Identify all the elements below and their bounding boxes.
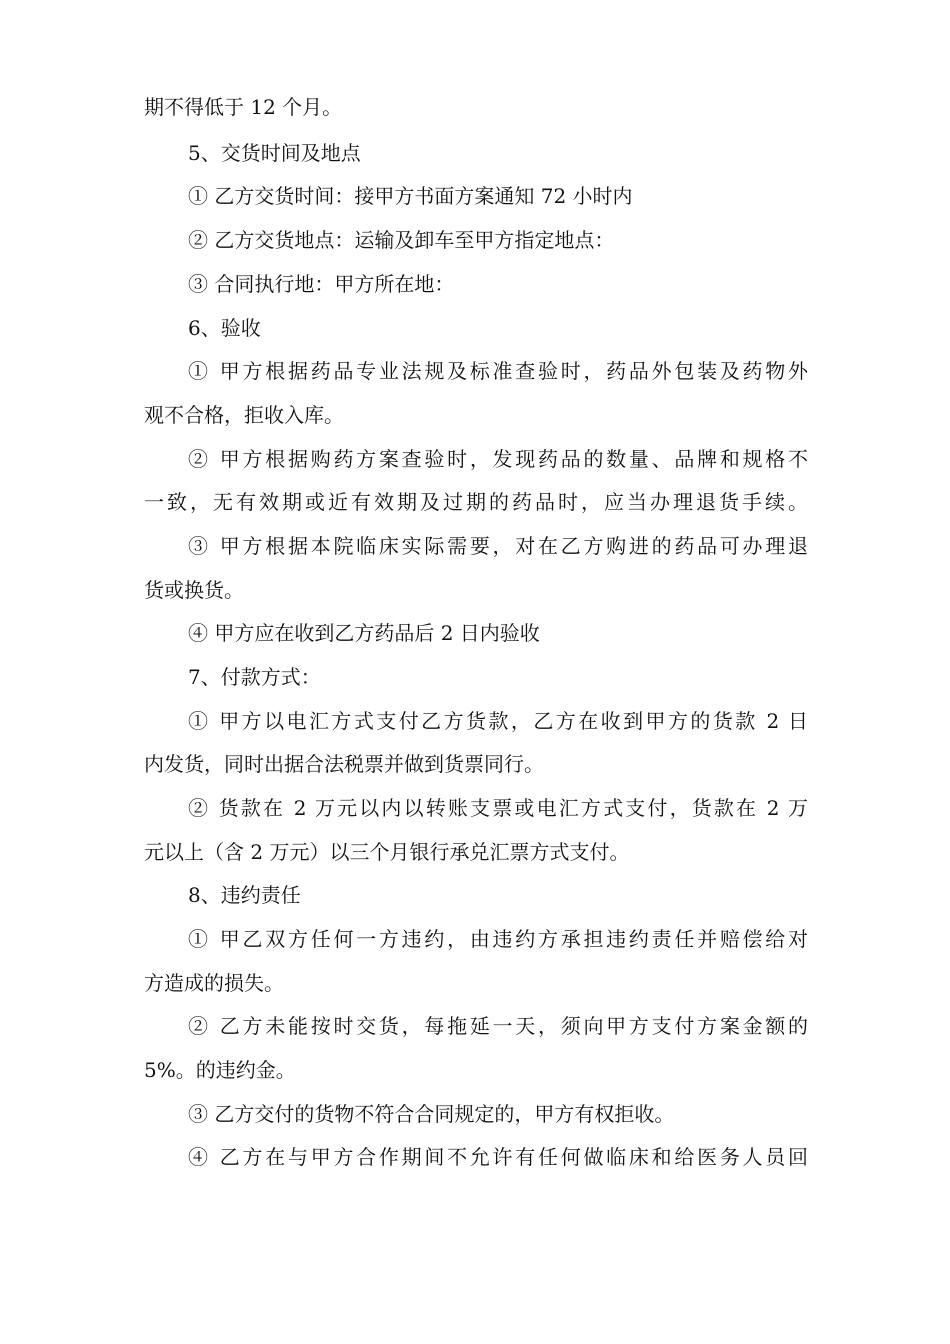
list-item: ② 乙方未能按时交货，每拖延一天，须向甲方支付方案金额的 [188,1014,808,1038]
list-item-continuation: 内发货，同时出据合法税票并做到货票同行。 [144,752,544,776]
list-item: ③ 甲方根据本院临床实际需要，对在乙方购进的药品可办理退 [188,534,808,558]
list-item: ② 货款在 2 万元以内以转账支票或电汇方式支付，货款在 2 万 [188,796,808,820]
list-item: ④ 乙方在与甲方合作期间不允许有任何做临床和给医务人员回 [188,1145,808,1169]
section-heading: 6、验收 [188,316,261,340]
list-item: ② 甲方根据购药方案查验时，发现药品的数量、品牌和规格不 [188,447,808,471]
list-item-continuation: 一致，无有效期或近有效期及过期的药品时，应当办理退货手续。 [144,490,808,514]
list-item: ① 甲乙双方任何一方违约，由违约方承担违约责任并赔偿给对 [188,927,808,951]
list-item-continuation: 元以上（含 2 万元）以三个月银行承兑汇票方式支付。 [144,840,630,864]
section-heading: 7、付款方式： [188,665,321,689]
list-item: ④ 甲方应在收到乙方药品后 2 日内验收 [188,621,540,645]
list-item: ② 乙方交货地点：运输及卸车至甲方指定地点： [188,228,615,252]
text-line: 期不得低于 12 个月。 [144,95,343,119]
list-item: ① 甲方根据药品专业法规及标准查验时，药品外包装及药物外 [188,359,808,383]
list-item: ① 甲方以电汇方式支付乙方货款，乙方在收到甲方的货款 2 日 [188,709,808,733]
list-item-continuation: 方造成的损失。 [144,971,284,995]
list-item-continuation: 观不合格，拒收入库。 [144,403,344,427]
list-item-continuation: 5%。的违约金。 [144,1058,296,1082]
section-heading: 5、交货时间及地点 [188,141,361,165]
section-heading: 8、违约责任 [188,883,301,907]
list-item: ③ 乙方交付的货物不符合合同规定的，甲方有权拒收。 [188,1102,675,1126]
list-item-continuation: 货或换货。 [144,578,244,602]
list-item: ③ 合同执行地：甲方所在地： [188,272,455,296]
list-item: ① 乙方交货时间：接甲方书面方案通知 72 小时内 [188,184,633,208]
